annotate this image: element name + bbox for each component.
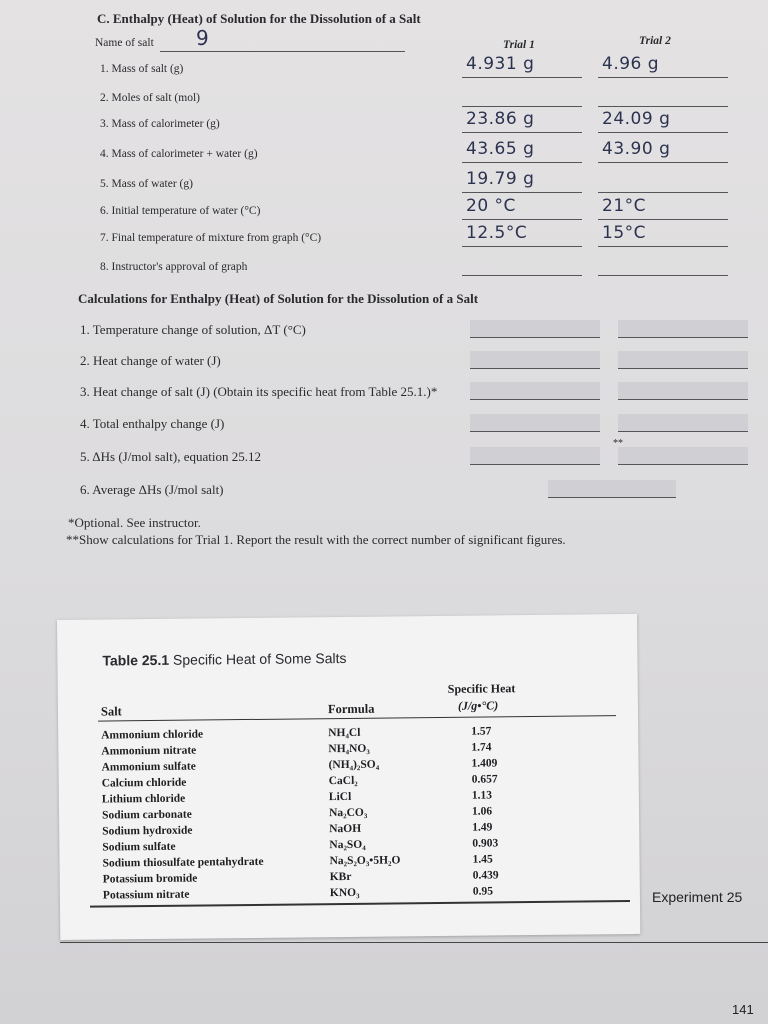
- table-cell-salt: Sodium carbonate: [101, 808, 192, 822]
- table-cell-salt: Potassium nitrate: [102, 888, 190, 902]
- trial-t2-line: [598, 192, 728, 193]
- section-c-row-label: 8. Instructor's approval of graph: [100, 261, 248, 273]
- trial-1-value[interactable]: 20 °C: [466, 196, 516, 216]
- trial-t1-line: [462, 77, 582, 78]
- section-c-row-label: 4. Mass of calorimeter + water (g): [100, 148, 258, 160]
- section-c-row-label: 6. Initial temperature of water (°C): [100, 205, 261, 217]
- table-cell-salt: Ammonium sulfate: [101, 760, 196, 774]
- table-header-unit: (J/g•°C): [457, 698, 499, 713]
- answer-field[interactable]: [470, 382, 600, 399]
- page-number: 141: [732, 1002, 754, 1017]
- answer-field[interactable]: [548, 480, 676, 497]
- table-cell-salt: Ammonium chloride: [101, 728, 204, 742]
- trial2-header: Trial 2: [639, 35, 671, 47]
- table-cell-formula: LiCl: [328, 790, 352, 804]
- table-cell-salt: Potassium bromide: [102, 872, 198, 886]
- table-cell-heat: 0.903: [472, 837, 499, 850]
- table-header-salt: Salt: [100, 704, 122, 719]
- answer-line: [618, 431, 748, 432]
- trial-1-value[interactable]: 23.86 g: [466, 109, 535, 129]
- table-cell-salt: Sodium sulfate: [102, 840, 176, 854]
- trial-t1-line: [462, 106, 582, 107]
- calculation-row-label: 2. Heat change of water (J): [80, 353, 221, 368]
- trial1-header: Trial 1: [503, 39, 535, 51]
- table-cell-formula: KNO₃: [329, 886, 360, 900]
- answer-line: [470, 464, 600, 465]
- table-card: [57, 614, 640, 940]
- answer-line: [618, 399, 748, 400]
- experiment-label: Experiment 25: [652, 889, 743, 905]
- trial-t2-line: [598, 132, 728, 133]
- table-cell-salt: Sodium hydroxide: [102, 824, 193, 838]
- trial-2-value[interactable]: 15°C: [602, 223, 647, 243]
- name-of-salt-value[interactable]: 9: [196, 26, 210, 50]
- answer-field[interactable]: [618, 447, 748, 464]
- answer-line: [548, 497, 676, 498]
- table-cell-salt: Sodium thiosulfate pentahydrate: [102, 855, 264, 870]
- answer-field[interactable]: [470, 414, 600, 431]
- table-cell-formula: NH₄NO₃: [328, 742, 370, 756]
- table-cell-heat: 1.45: [472, 853, 493, 866]
- trial-2-value[interactable]: 43.90 g: [602, 139, 671, 159]
- answer-line: [470, 368, 600, 369]
- note-show-calculations: **Show calculations for Trial 1. Report the result with the correct number of significant figures.: [66, 532, 566, 547]
- name-of-salt-line: [160, 51, 405, 52]
- table-cell-formula: Na₂CO₃: [328, 806, 368, 820]
- table-header-formula: Formula: [327, 701, 375, 717]
- section-c-row-label: 7. Final temperature of mixture from graph (°C): [100, 232, 322, 244]
- section-c-row-label: 5. Mass of water (g): [100, 178, 193, 190]
- answer-line: [470, 337, 600, 338]
- note-optional: *Optional. See instructor.: [68, 515, 201, 530]
- table-cell-heat: 1.409: [471, 757, 498, 770]
- table-cell-formula: Na₂S₂O₃•5H₂O: [329, 854, 401, 868]
- table-cell-heat: 0.657: [471, 773, 498, 786]
- trial-1-value[interactable]: 4.931 g: [466, 54, 535, 74]
- calculation-row-label: 3. Heat change of salt (J) (Obtain its specific heat from Table 25.1.)*: [80, 384, 438, 399]
- calculations-title: Calculations for Enthalpy (Heat) of Solution for the Dissolution of a Salt: [78, 291, 479, 306]
- trial-t2-line: [598, 246, 728, 247]
- trial-1-value[interactable]: 43.65 g: [466, 139, 535, 159]
- table-bottom-rule: [90, 900, 630, 908]
- table-caption: [102, 650, 346, 669]
- calculation-row-label: 4. Total enthalpy change (J): [80, 416, 225, 431]
- table-header-specific-heat: Specific Heat: [447, 681, 516, 696]
- table-cell-formula: CaCl₂: [328, 774, 358, 788]
- trial-t2-line: [598, 219, 728, 220]
- table-cell-formula: NH₄Cl: [328, 726, 361, 740]
- table-cell-heat: 0.439: [472, 869, 499, 882]
- table-caption-number: Table 25.1: [102, 651, 170, 669]
- section-c-row-label: 2. Moles of salt (mol): [100, 92, 200, 104]
- table-cell-salt: Lithium chloride: [101, 792, 186, 806]
- section-c-title: C. Enthalpy (Heat) of Solution for the Dissolution of a Salt: [97, 11, 421, 26]
- answer-line: [618, 368, 748, 369]
- name-of-salt-label: Name of salt: [95, 37, 154, 49]
- trial-2-value[interactable]: 4.96 g: [602, 54, 660, 74]
- trial-t2-line: [598, 162, 728, 163]
- trial-t2-line: [598, 77, 728, 78]
- table-cell-heat: 1.49: [472, 821, 493, 834]
- answer-field[interactable]: [618, 414, 748, 431]
- calculation-row-label: 5. ΔHs (J/mol salt), equation 25.12: [80, 449, 261, 464]
- table-cell-heat: 1.13: [471, 789, 493, 802]
- answer-line: [470, 399, 600, 400]
- trial-t2-line: [598, 275, 728, 276]
- trial-t1-line: [462, 219, 582, 220]
- answer-line: [618, 337, 748, 338]
- answer-line: [618, 464, 748, 465]
- table-cell-heat: 1.57: [471, 725, 492, 738]
- answer-field[interactable]: [618, 351, 748, 368]
- answer-field[interactable]: [618, 320, 748, 337]
- table-cell-salt: Calcium chloride: [101, 776, 187, 790]
- section-c-row-label: 1. Mass of salt (g): [100, 63, 184, 75]
- trial-t1-line: [462, 162, 582, 163]
- double-star-mark: **: [613, 438, 623, 449]
- trial-t1-line: [462, 246, 582, 247]
- trial-2-value[interactable]: 21°C: [602, 196, 647, 216]
- answer-field[interactable]: [618, 382, 748, 399]
- table-cell-heat: 1.74: [471, 741, 492, 754]
- table-cell-formula: (NH₄)₂SO₄: [328, 758, 380, 772]
- answer-field[interactable]: [470, 320, 600, 337]
- answer-field[interactable]: [470, 351, 600, 368]
- answer-field[interactable]: [470, 447, 600, 464]
- trial-t1-line: [462, 192, 582, 193]
- page-bottom-rule: [60, 942, 768, 943]
- trial-t1-line: [462, 132, 582, 133]
- trial-1-value[interactable]: 12.5°C: [466, 223, 528, 243]
- trial-2-value[interactable]: 24.09 g: [602, 109, 671, 129]
- table-cell-formula: NaOH: [329, 822, 362, 836]
- calculation-row-label: 6. Average ΔHs (J/mol salt): [80, 482, 224, 497]
- calculation-row-label: 1. Temperature change of solution, ΔT (°C): [80, 322, 306, 337]
- table-cell-formula: Na₂SO₄: [329, 838, 366, 852]
- table-cell-heat: 0.95: [472, 885, 494, 898]
- table-cell-heat: 1.06: [471, 805, 493, 818]
- table-cell-formula: KBr: [329, 870, 352, 884]
- answer-line: [470, 431, 600, 432]
- trial-t1-line: [462, 275, 582, 276]
- table-cell-salt: Ammonium nitrate: [101, 744, 197, 758]
- trial-1-value[interactable]: 19.79 g: [466, 169, 535, 189]
- table-caption-title: Specific Heat of Some Salts: [172, 649, 347, 668]
- trial-t2-line: [598, 106, 728, 107]
- section-c-row-label: 3. Mass of calorimeter (g): [100, 118, 220, 130]
